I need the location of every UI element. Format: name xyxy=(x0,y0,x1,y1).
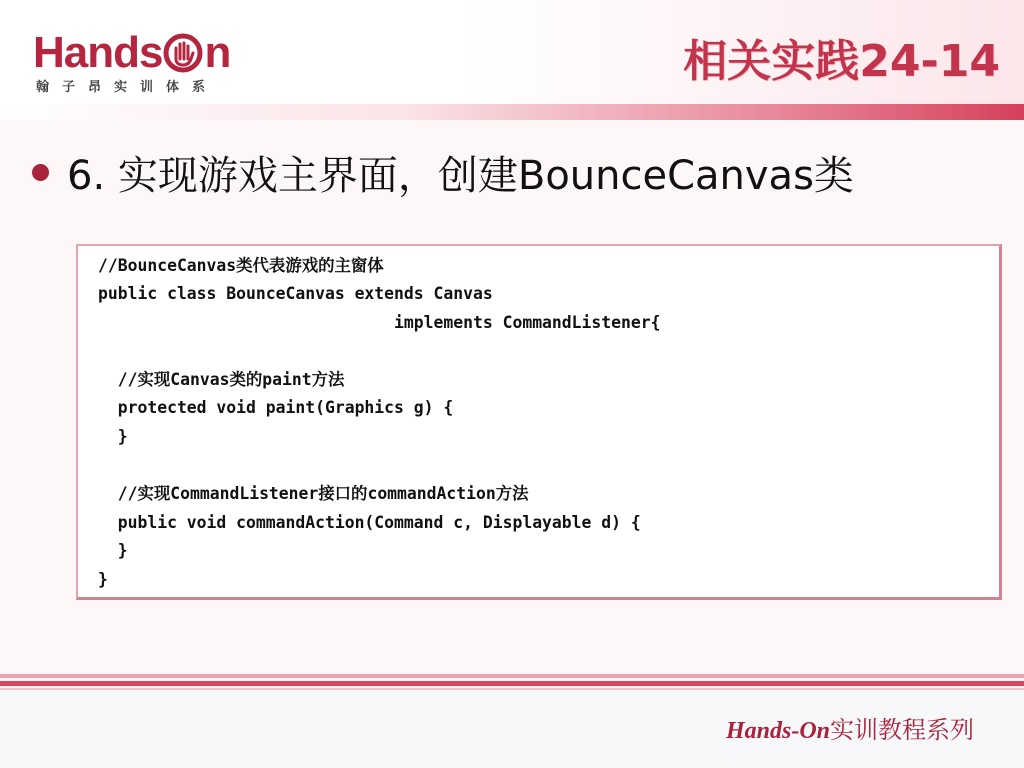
bullet-item xyxy=(32,144,992,200)
hand-o-icon xyxy=(163,33,203,73)
logo-wordmark xyxy=(33,29,230,77)
footer-divider xyxy=(0,672,1024,692)
footer-caption xyxy=(726,710,974,745)
code-line: } xyxy=(98,570,108,589)
code-block xyxy=(76,244,1002,600)
code-line: } xyxy=(98,541,128,560)
code-line: //实现Canvas类的paint方法 xyxy=(98,370,345,389)
code-line: public class BounceCanvas extends Canvas xyxy=(98,284,493,303)
logo-subtitle: 翰子昂实训体系 xyxy=(36,80,219,95)
slide-title: 相关实践24-14 xyxy=(683,36,1000,87)
logo-text-n: n xyxy=(204,28,231,77)
bullet-dot-icon xyxy=(32,164,49,181)
code-line: //实现CommandListener接口的commandAction方法 xyxy=(98,484,529,503)
code-line: //BounceCanvas类代表游戏的主窗体 xyxy=(98,256,384,275)
bullet-text: 6. 实现游戏主界面，创建BounceCanvas类 xyxy=(67,152,854,199)
slide-footer xyxy=(0,692,1024,768)
code-line: public void commandAction(Command c, Displayable d) { xyxy=(98,513,641,532)
header-accent-band xyxy=(0,104,1024,120)
code-line: implements CommandListener{ xyxy=(98,313,661,332)
code-line: } xyxy=(98,427,128,446)
code-line: protected void paint(Graphics g) { xyxy=(98,398,454,417)
handson-logo xyxy=(33,15,283,95)
footer-series: 实训教程系列 xyxy=(830,716,974,744)
footer-brand: Hands-On xyxy=(725,718,830,744)
logo-text-hands: Hands xyxy=(33,28,163,77)
slide-header xyxy=(0,0,1024,104)
